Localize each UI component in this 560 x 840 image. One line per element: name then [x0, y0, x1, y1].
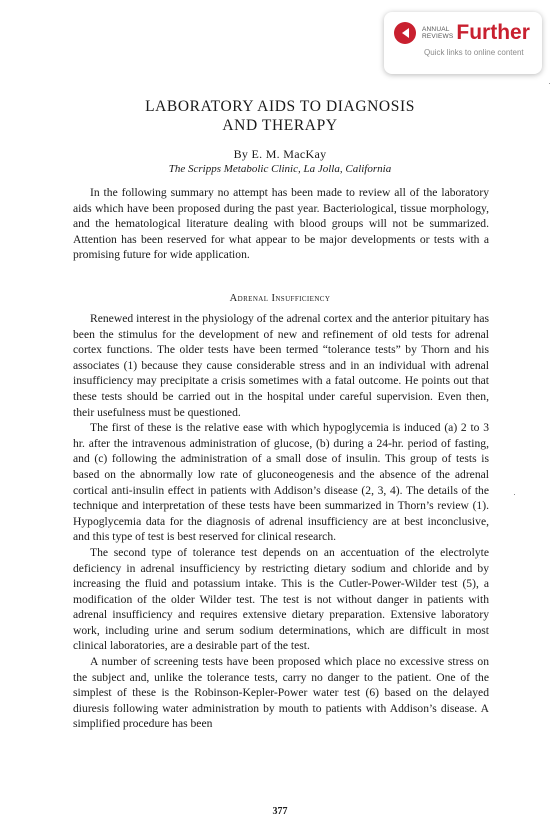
author-affiliation: The Scripps Metabolic Clinic, La Jolla, California [168, 163, 392, 175]
badge-tagline: Quick links to online content [424, 48, 524, 57]
intro-block [73, 185, 489, 263]
corner-mark [549, 83, 550, 84]
article-title-line1: LABORATORY AIDS TO DIAGNOSIS [145, 98, 415, 115]
section-heading: Adrenal Insufficiency [229, 293, 331, 304]
section-body [73, 311, 489, 732]
paragraph: A number of screening tests have been proposed which place no excessive stress on the subject and, unlike the tolerance tests, carry no danger to the patient. One of the simplest of these is the Robinson-Kepler-Power water test (6) based on the delayed diuresis following water administration by mouth to patients with Addison’s disease. A simplified procedure has been [73, 655, 489, 731]
paragraph: The second type of tolerance test depends on an accentuation of the electrolyte deficiency in adrenal insufficiency by restricting dietary sodium and chloride and by increasing the fluid and potassium intake. This is the Cutler-Power-Wilder test (5), a modification of the older Wilder test. The test is not without danger in patients with adrenal insufficiency and requires extensive dietary preparation. Extensive laboratory work, including urine and serum sodium determinations, which are difficult in most clinical laboratories, are a desirable part of the test. [73, 545, 489, 653]
intro-paragraph: In the following summary no attempt has been made to review all of the laboratory aids which have been proposed during the past year. Bacteriological, tissue morphology, and the hematological literature dealing with blood groups will not be summarized. Attention has been reserved for what appear to be major developments or tests with a promising future for wide application. [73, 186, 489, 262]
page-number: 377 [272, 806, 288, 817]
margin-speck [514, 494, 515, 495]
paragraph: Renewed interest in the physiology of the adrenal cortex and the anterior pituitary has been the stimulus for the development of new and refinement of old tests for adrenal cortex functions. The older tests have been termed “tolerance tests” by Thorn and his associates (1) because they cause considerable stress and in an individual with adrenal insufficiency may precipitate a crisis sometimes with a fatal outcome. He points out that these tests should be carried out in the hospital under careful supervision. Even then, their usefulness must be questioned. [73, 312, 489, 419]
further-label: Further [456, 21, 530, 44]
article-title-line2: AND THERAPY [222, 117, 338, 134]
publisher-label: ANNUAL REVIEWS [422, 26, 454, 40]
paragraph: The first of these is the relative ease with which hypoglycemia is induced (a) 2 to 3 hr. after the intravenous administration of glucose, (b) during a 24-hr. period of fasting, and (c) following the administration of a small dose of insulin. This group of tests is based on the abnormally low rate of gluconeogenesis and the absence of the adrenal cortical anti-insulin effect in patients with Addison’s disease (2, 3, 4). The details of the technique and interpretation of these tests have been summarized in Thorn’s review (1). Hypoglycemia data for the diagnosis of adrenal insufficiency are at best inconclusive, and this type of test is best reserved for clinical research. [73, 421, 489, 544]
annual-reviews-further-badge[interactable] [384, 12, 542, 74]
author-byline: By E. M. MacKay [233, 147, 327, 161]
annual-reviews-logo-icon [394, 22, 416, 44]
